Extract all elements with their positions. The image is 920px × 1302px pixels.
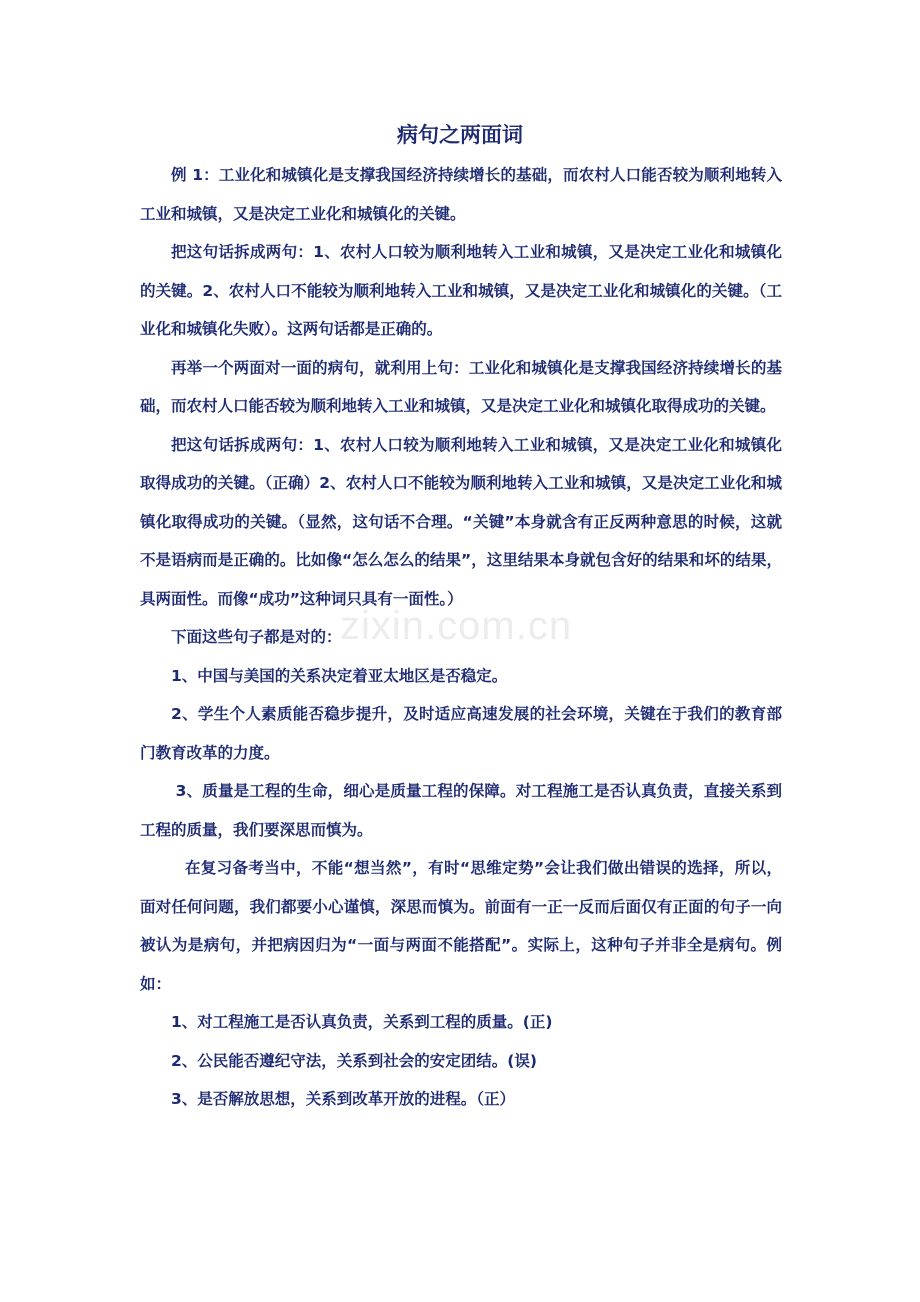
paragraph-split-2: 把这句话拆成两句：1、农村人口较为顺利地转入工业和城镇，又是决定工业化和城镇化取得成功的关键。（正确）2、农村人口不能较为顺利地转入工业和城镇，又是决定工业化和城镇化取得成功的关键。（显然，这句话不合理。“关键”本身就含有正反两种意思的时候，这就不是语病而是正确的。比如像“怎么怎么的结果”，这里结果本身就包含好的结果和坏的结果，具两面性。而像“成功”这种词只具有一面性。）: [140, 435, 782, 608]
paragraph-example-item-1: 1、对工程施工是否认真负责，关系到工程的质量。(正): [171, 1013, 553, 1031]
paragraph-example-item-2: 2、公民能否遵纪守法，关系到社会的安定团结。(误): [171, 1051, 537, 1070]
paragraph-example-2: 再举一个两面对一面的病句，就利用上句：工业化和城镇化是支撑我国经济持续增长的基础，而农村人口能否较为顺利地转入工业和城镇，又是决定工业化和城镇化取得成功的关键。: [140, 358, 782, 415]
paragraph-correct-item-3: 3、质量是工程的生命，细心是质量工程的保障。对工程施工是否认真负责，直接关系到工程的质量，我们要深思而慎为。: [140, 782, 782, 839]
paragraph-example-item-3: 3、是否解放思想，关系到改革开放的进程。（正）: [171, 1090, 516, 1108]
watermark: zixin.com.cn: [340, 604, 573, 648]
paragraph-correct-item-2: 2、学生个人素质能否稳步提升，及时适应高速发展的社会环境，关键在于我们的教育部门教育改革的力度。: [140, 705, 782, 762]
paragraph-review-note: 在复习备考当中，不能“想当然”，有时“思维定势”会让我们做出错误的选择，所以，面对任何问题，我们都要小心谨慎，深思而慎为。前面有一正一反而后面仅有正面的句子一向被认为是病句，并把病因归为“一面与两面不能搭配”。实际上，这种句子并非全是病句。例如：: [140, 859, 782, 993]
paragraph-example-1: 例 1：工业化和城镇化是支撑我国经济持续增长的基础，而农村人口能否较为顺利地转入工业和城镇，又是决定工业化和城镇化的关键。: [140, 166, 782, 223]
paragraph-correct-item-1: 1、中国与美国的关系决定着亚太地区是否稳定。: [171, 666, 508, 685]
document-body: [140, 156, 782, 1119]
paragraph-correct-intro: 下面这些句子都是对的：: [171, 628, 342, 646]
document-title: 病句之两面词: [397, 123, 523, 147]
paragraph-split-1: 把这句话拆成两句：1、农村人口较为顺利地转入工业和城镇，又是决定工业化和城镇化的关键。2、农村人口不能较为顺利地转入工业和城镇，又是决定工业化和城镇化的关键。（工业化和城镇化失败）。这两句话都是正确的。: [140, 243, 782, 338]
